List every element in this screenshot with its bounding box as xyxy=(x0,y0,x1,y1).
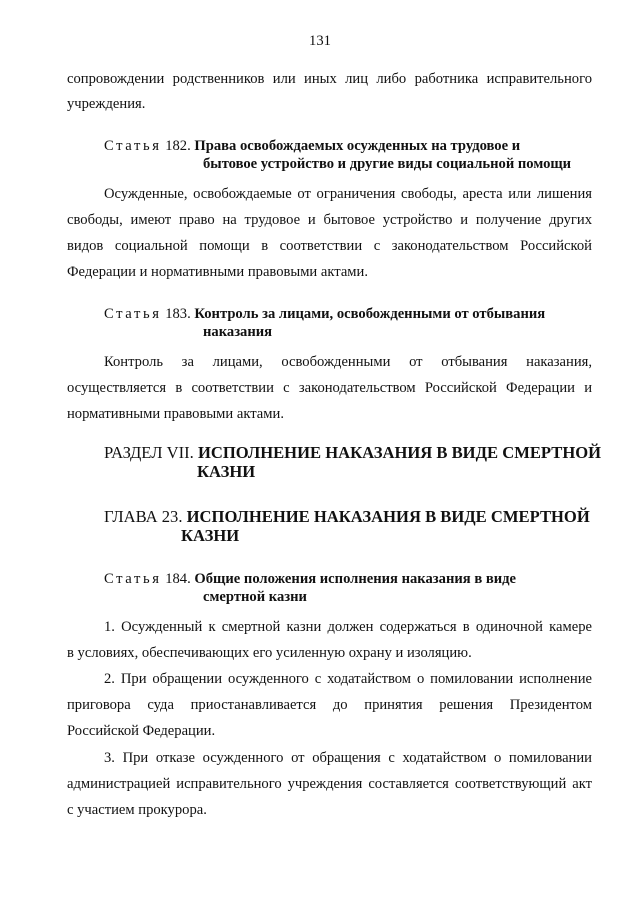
article-184-p2-line-3: Российской Федерации. xyxy=(67,723,216,739)
article-word: Статья xyxy=(104,571,162,587)
article-182-text-line-1: Осужденные, освобождаемые от ограничения свободы, ареста или лишения xyxy=(104,186,592,202)
article-number: 183. xyxy=(165,306,191,322)
section-label: РАЗДЕЛ VII. xyxy=(104,443,194,462)
article-number: 184. xyxy=(165,571,191,587)
article-184-p1-line-2: в условиях, обеспечивающих его усиленную охрану и изоляцию. xyxy=(67,645,472,661)
chapter-heading xyxy=(104,507,590,527)
article-title: Контроль за лицами, освобожденными от отбывания xyxy=(194,306,546,322)
article-182-text-line-3: видов социальной помощи в соответствии с законодательством Российской xyxy=(67,238,592,254)
article-182-text-line-4: Федерации и нормативными правовыми актами. xyxy=(67,264,368,280)
article-184-p2-line-2: приговора суда приостанавливается до принятия решения Президентом xyxy=(67,697,592,713)
article-184-p3-line-1: 3. При отказе осужденного от обращения с ходатайством о помиловании xyxy=(104,750,592,766)
article-184-p2-line-1: 2. При обращении осужденного с ходатайством о помиловании исполнение xyxy=(104,671,592,687)
article-183-heading xyxy=(104,305,545,323)
article-word: Статья xyxy=(104,138,162,154)
chapter-title-line-2: КАЗНИ xyxy=(181,526,240,545)
article-184-p3-line-2: администрацией исправительного учреждения составляется соответствующий акт xyxy=(67,776,592,792)
article-title: Общие положения исполнения наказания в виде xyxy=(194,571,516,587)
article-184-title-line-2: смертной казни xyxy=(203,589,307,605)
page-number: 131 xyxy=(309,33,331,49)
intro-line-2: учреждения. xyxy=(67,96,146,112)
chapter-title: ИСПОЛНЕНИЕ НАКАЗАНИЯ В ВИДЕ СМЕРТНОЙ xyxy=(186,507,590,526)
section-title-line-2: КАЗНИ xyxy=(197,462,256,481)
article-184-heading xyxy=(104,570,516,588)
article-183-text-line-1: Контроль за лицами, освобожденными от отбывания наказания, xyxy=(104,354,592,370)
article-184-p1-line-1: 1. Осужденный к смертной казни должен содержаться в одиночной камере xyxy=(104,619,592,635)
article-number: 182. xyxy=(165,138,191,154)
article-182-text-line-2: свободы, имеют право на трудовое и бытовое устройство и получение других xyxy=(67,212,592,228)
article-182-heading xyxy=(104,137,520,155)
article-183-text-line-3: нормативными правовыми актами. xyxy=(67,406,284,422)
article-182-title-line-2: бытовое устройство и другие виды социальной помощи xyxy=(203,156,572,172)
article-183-text-line-2: осуществляется в соответствии с законодательством Российской Федерации и xyxy=(67,380,592,396)
article-word: Статья xyxy=(104,306,162,322)
article-183-title-line-2: наказания xyxy=(203,324,273,340)
section-heading xyxy=(104,443,601,463)
article-184-p3-line-3: с участием прокурора. xyxy=(67,802,207,818)
article-title: Права освобождаемых осужденных на трудовое и xyxy=(194,138,521,154)
intro-line-1: сопровождении родственников или иных лиц либо работника исправительного xyxy=(67,71,592,87)
section-title: ИСПОЛНЕНИЕ НАКАЗАНИЯ В ВИДЕ СМЕРТНОЙ xyxy=(197,443,602,462)
chapter-label: ГЛАВА 23. xyxy=(104,507,183,526)
